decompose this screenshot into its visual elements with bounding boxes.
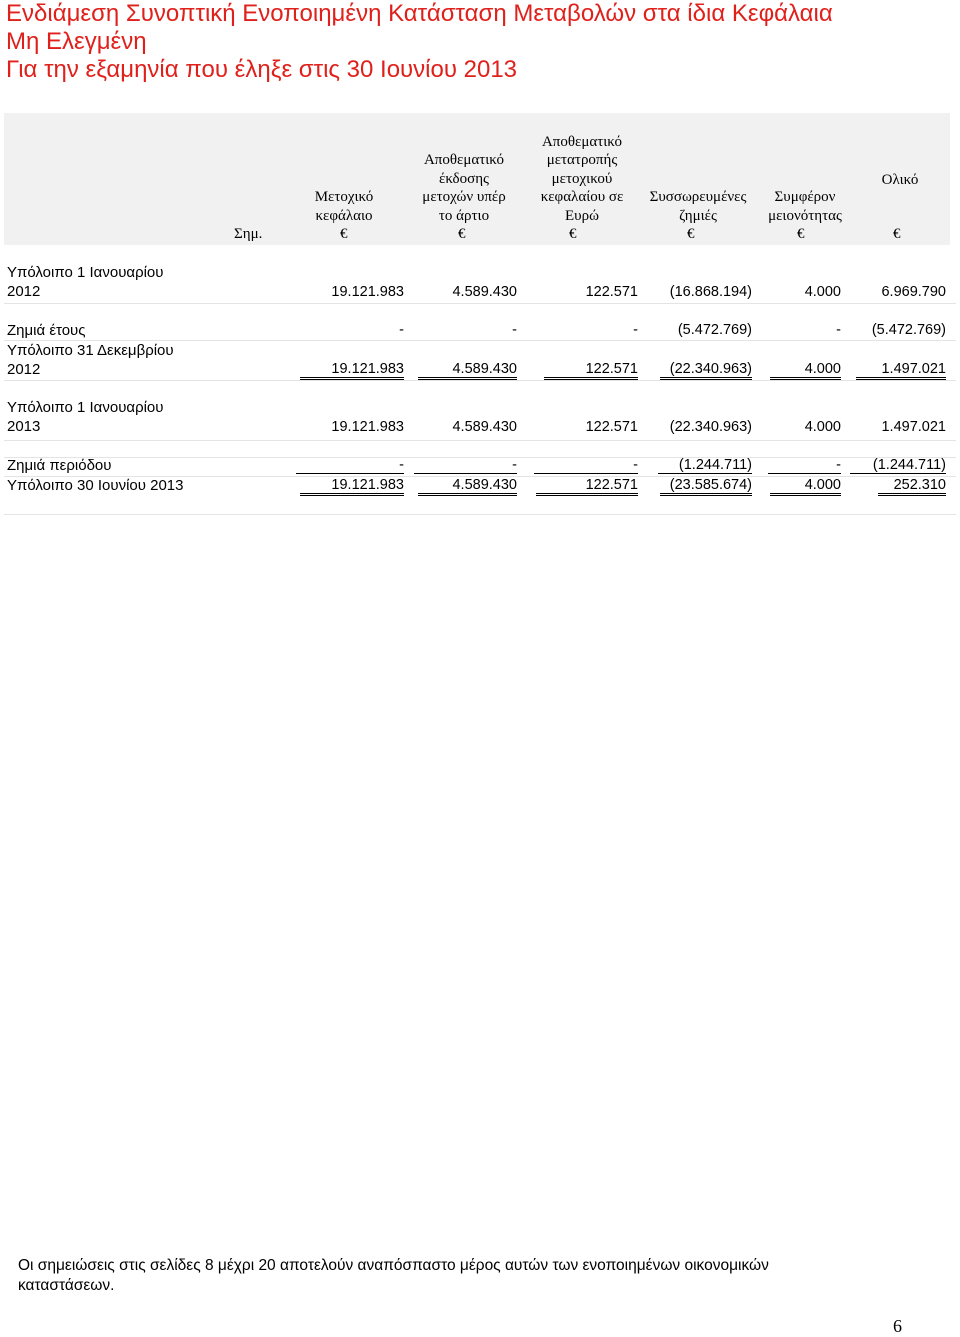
cell-minority-interest: 4.000 — [804, 419, 841, 435]
row-label-year: 2012 — [7, 361, 41, 378]
cell-minority-interest: 4.000 — [770, 361, 841, 380]
cell-minority-interest: 4.000 — [770, 477, 841, 496]
cell-accumulated-losses: (23.585.674) — [660, 477, 752, 496]
cell-conversion-reserve: - — [534, 457, 638, 474]
minority-interest-header: Συμφέρον μειονότητας — [768, 189, 842, 224]
row-separator — [4, 440, 956, 441]
cell-share-capital: 19.121.983 — [331, 419, 404, 435]
accumulated-losses-header: Συσσωρευμένες ζημιές — [649, 189, 747, 224]
cell-conversion-reserve: - — [633, 322, 638, 338]
cell-total: (1.244.711) — [850, 457, 946, 474]
share-capital-header: Μετοχικό κεφάλαιο — [314, 189, 374, 224]
cell-accumulated-losses: (5.472.769) — [677, 322, 752, 338]
cell-share-capital: 19.121.983 — [331, 284, 404, 300]
cell-share-premium: - — [414, 457, 517, 474]
cell-conversion-reserve: 122.571 — [585, 419, 638, 435]
row-label: Υπόλοιπο 30 Ιουνίου 2013 — [7, 477, 184, 494]
row-separator — [4, 340, 956, 341]
cell-conversion-reserve: 122.571 — [544, 361, 638, 380]
row-separator — [4, 303, 956, 304]
currency-share-premium: € — [458, 226, 466, 242]
currency-total: € — [893, 226, 901, 242]
cell-share-premium: 4.589.430 — [418, 477, 517, 496]
title-line-3: Για την εξαμηνία που έληξε στις 30 Ιουνίου 2013 — [6, 56, 518, 83]
cell-share-capital: 19.121.983 — [300, 361, 404, 380]
cell-accumulated-losses: (22.340.963) — [669, 419, 752, 435]
row-separator — [4, 380, 956, 381]
cell-share-capital: 19.121.983 — [300, 477, 404, 496]
cell-share-premium: 4.589.430 — [418, 361, 517, 380]
cell-accumulated-losses: (1.244.711) — [658, 457, 752, 474]
page-number: 6 — [893, 1316, 902, 1336]
row-label-year: 2012 — [7, 283, 41, 300]
cell-share-premium: 4.589.430 — [452, 419, 517, 435]
row-label: Υπόλοιπο 1 Ιανουαρίου — [7, 264, 164, 281]
currency-share-capital: € — [340, 226, 348, 242]
cell-minority-interest: - — [836, 322, 841, 338]
currency-minority-interest: € — [797, 226, 805, 242]
row-label: Ζημιά περιόδου — [7, 457, 112, 474]
cell-accumulated-losses: (16.868.194) — [669, 284, 752, 300]
currency-conversion-reserve: € — [569, 226, 577, 242]
title-line-1: Ενδιάμεση Συνοπτική Ενοποιημένη Κατάσταση Μεταβολών στα ίδια Κεφάλαια — [6, 0, 833, 27]
cell-accumulated-losses: (22.340.963) — [660, 361, 752, 380]
title-line-2: Μη Ελεγμένη — [6, 28, 147, 55]
cell-total: 252.310 — [878, 477, 946, 496]
row-label: Ζημιά έτους — [7, 322, 86, 339]
cell-share-premium: - — [512, 322, 517, 338]
currency-accumulated-losses: € — [687, 226, 695, 242]
cell-total: 6.969.790 — [881, 284, 946, 300]
row-label: Υπόλοιπο 31 Δεκεμβρίου — [7, 342, 174, 359]
cell-conversion-reserve: 122.571 — [536, 477, 638, 496]
cell-total: 1.497.021 — [881, 419, 946, 435]
row-label: Υπόλοιπο 1 Ιανουαρίου — [7, 399, 164, 416]
cell-minority-interest: - — [768, 457, 841, 474]
row-separator — [4, 514, 956, 515]
note-column-header: Σημ. — [234, 226, 263, 242]
row-label-year: 2013 — [7, 418, 41, 435]
cell-share-capital: - — [296, 457, 404, 474]
cell-minority-interest: 4.000 — [804, 284, 841, 300]
share-premium-header: Αποθεματικό έκδοσης μετοχών υπέρ το άρτιο — [422, 152, 506, 224]
total-header: Ολικό — [881, 171, 919, 188]
cell-total: 1.497.021 — [856, 361, 946, 380]
footer-note: Οι σημειώσεις στις σελίδες 8 μέχρι 20 αποτελούν αναπόσπαστο μέρος αυτών των ενοποιημένων οικονομικών καταστάσεων. — [18, 1257, 769, 1294]
cell-conversion-reserve: 122.571 — [585, 284, 638, 300]
page-title — [6, 0, 833, 84]
conversion-reserve-header: Αποθεματικό μετατροπής μετοχικού κεφαλαίου σε Ευρώ — [540, 133, 624, 224]
cell-share-premium: 4.589.430 — [452, 284, 517, 300]
cell-share-capital: - — [399, 322, 404, 338]
cell-total: (5.472.769) — [871, 322, 946, 338]
